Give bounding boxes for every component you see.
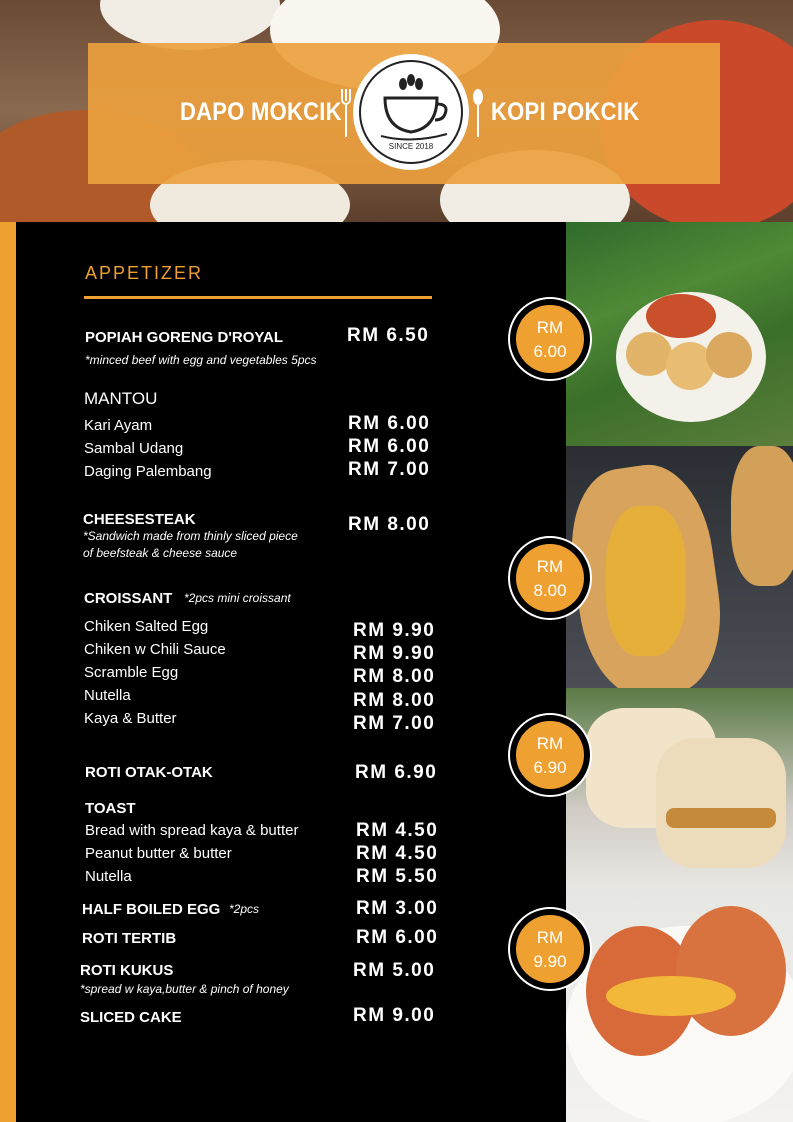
section-divider	[84, 296, 432, 299]
item-name: HALF BOILED EGG	[82, 901, 221, 918]
option-name: Daging Palembang	[84, 463, 212, 480]
option-price: RM 6.00	[348, 413, 431, 434]
item-name: CROISSANT	[84, 590, 173, 607]
option-name: Nutella	[85, 868, 132, 885]
option-name: Chiken w Chili Sauce	[84, 641, 226, 658]
option-price: RM 8.00	[353, 666, 436, 687]
item-price: RM 6.50	[347, 325, 430, 346]
item-price: RM 5.00	[353, 960, 436, 981]
item-name: TOAST	[85, 800, 136, 817]
item-name: SLICED CAKE	[80, 1009, 182, 1026]
option-price: RM 6.00	[348, 436, 431, 457]
cafe-logo	[353, 54, 469, 170]
item-price: RM 9.00	[353, 1005, 436, 1026]
item-note: *spread w kaya,butter & pinch of honey	[80, 982, 289, 996]
section-title: APPETIZER	[85, 263, 204, 283]
option-price: RM 9.90	[353, 643, 436, 664]
option-price: RM 5.50	[356, 866, 439, 887]
item-name: ROTI OTAK-OTAK	[85, 764, 213, 781]
fork-icon	[340, 89, 352, 137]
item-name: MANTOU	[84, 389, 158, 408]
option-price: RM 7.00	[353, 713, 436, 734]
brand-left: DAPO MOKCIK	[180, 98, 342, 126]
option-price: RM 7.00	[348, 459, 431, 480]
option-name: Peanut butter & butter	[85, 845, 232, 862]
option-name: Kari Ayam	[84, 417, 153, 434]
item-price: RM 3.00	[356, 898, 439, 919]
coffee-cup-icon	[353, 54, 469, 170]
price-badge: RM 8.00	[508, 536, 592, 620]
price-badge: RM 9.90	[508, 907, 592, 991]
option-name: Bread with spread kaya & butter	[85, 822, 299, 839]
option-name: Sambal Udang	[84, 440, 184, 457]
option-price: RM 4.50	[356, 820, 439, 841]
option-name: Scramble Egg	[84, 664, 179, 681]
option-price: RM 4.50	[356, 843, 439, 864]
item-name: ROTI TERTIB	[82, 930, 177, 947]
option-name: Nutella	[84, 687, 131, 704]
option-name: Chiken Salted Egg	[84, 618, 209, 635]
photo-column	[566, 222, 793, 1122]
item-note: *2pcs	[229, 902, 260, 916]
price-badge: RM 6.00	[508, 297, 592, 381]
item-price: RM 6.00	[356, 927, 439, 948]
logo-since-text: SINCE 2018	[388, 142, 434, 151]
brand-right: KOPI POKCIK	[491, 98, 640, 126]
item-price: RM 8.00	[348, 514, 431, 535]
side-accent-stripe	[0, 222, 16, 1122]
item-name: CHEESESTEAK	[83, 511, 196, 528]
item-name: POPIAH GORENG D'ROYAL	[85, 329, 284, 346]
price-badge: RM 6.90	[508, 713, 592, 797]
spoon-icon	[472, 89, 484, 137]
photo-mantou	[566, 222, 793, 446]
photo-cheesesteak	[566, 446, 793, 688]
photo-roti-otak-otak	[566, 688, 793, 886]
item-note: *Sandwich made from thinly sliced piece	[83, 529, 298, 543]
item-note: of beefsteak & cheese sauce	[83, 546, 238, 560]
option-name: Kaya & Butter	[84, 710, 177, 727]
option-price: RM 8.00	[353, 690, 436, 711]
option-price: RM 9.90	[353, 620, 436, 641]
item-price: RM 6.90	[355, 762, 438, 783]
item-name: ROTI KUKUS	[80, 962, 174, 979]
photo-croissant	[566, 886, 793, 1122]
item-note: *2pcs mini croissant	[184, 591, 291, 605]
item-note: *minced beef with egg and vegetables 5pcs	[85, 353, 317, 367]
